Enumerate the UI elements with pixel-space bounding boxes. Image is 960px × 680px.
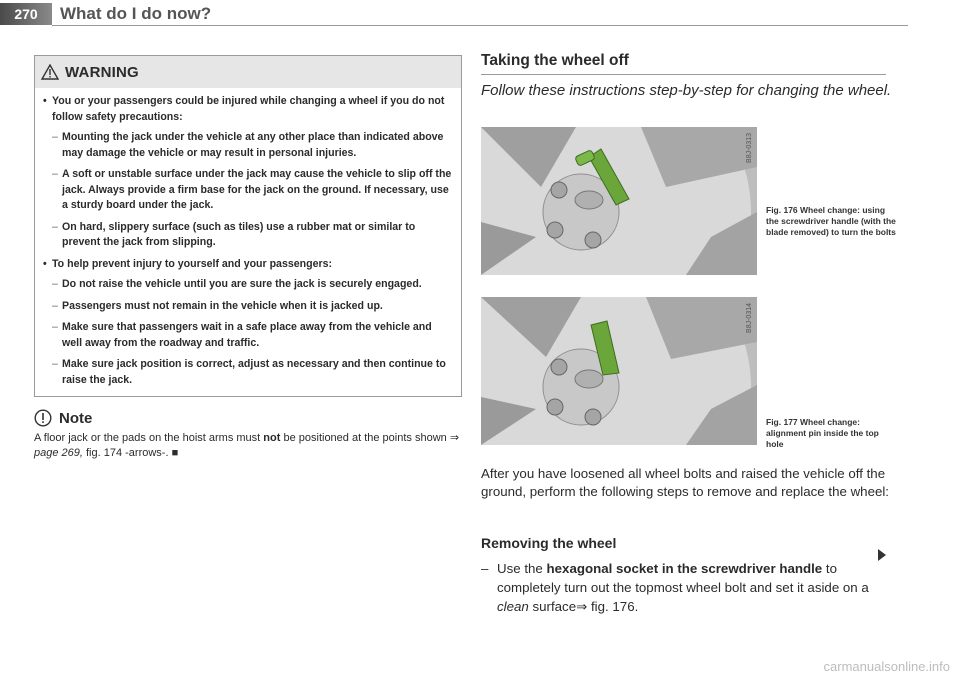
- note-title: Note: [59, 409, 93, 427]
- warning-subitem: – Passengers must not remain in the vehicle when it is jacked up.: [52, 299, 383, 312]
- wheel-screwdriver-illustration: [481, 127, 757, 275]
- left-column: [34, 55, 462, 461]
- right-column: [481, 52, 911, 614]
- warning-subitem: – Make sure that passengers wait in a safe place away from the vehicle and well away from the roadway and traffic.: [52, 321, 432, 349]
- note-text: A floor jack or the pads on the hoist arms must not be positioned at the points shown ⇒ page 269, fig. 174 -arrows-. ■: [34, 432, 460, 459]
- page-ref-link[interactable]: page 269,: [34, 447, 83, 459]
- warning-subitem: – On hard, slippery surface (such as tiles) use a rubber mat or similar to prevent the jack from slipping.: [52, 220, 416, 248]
- warning-body: [35, 88, 461, 396]
- subheading: Removing the wheel: [481, 535, 617, 551]
- warning-triangle-icon: [41, 64, 59, 80]
- step-item: – Use the hexagonal socket in the screwdriver handle to completely turn out the topmost wheel bolt and set it aside on a clean surface⇒ fig. 176.: [481, 561, 869, 614]
- note-header: [34, 409, 462, 427]
- header-rule: [52, 25, 908, 26]
- figure-ref-link[interactable]: fig. 176.: [590, 599, 639, 614]
- warning-bullet-2: • To help prevent injury to yourself and your passengers:: [43, 257, 453, 273]
- chapter-title: What do I do now?: [60, 4, 212, 23]
- info-exclamation-icon: [34, 409, 52, 427]
- arrow-ref-icon: ⇒: [449, 432, 460, 444]
- section-intro: Follow these instructions step-by-step for changing the wheel.: [481, 82, 892, 99]
- continue-arrow-icon: [878, 549, 886, 561]
- arrow-ref-icon: ⇒: [576, 599, 588, 614]
- figure-177: [481, 297, 757, 445]
- warning-subitem: – Do not raise the vehicle until you are sure the jack is securely engaged.: [52, 278, 422, 290]
- figure-176: [481, 127, 757, 275]
- warning-subitem: – Make sure jack position is correct, adjust as necessary and then continue to raise the jack.: [52, 358, 446, 386]
- figure-176-caption: Fig. 176 Wheel change: using the screwdriver handle (with the blade removed) to turn the bolts: [766, 205, 896, 237]
- watermark: carmanualsonline.info: [823, 659, 950, 674]
- warning-header: [35, 56, 461, 88]
- warning-subitem: – Mounting the jack under the vehicle at any other place than indicated above may damage the vehicle or may result in personal injuries.: [52, 131, 444, 159]
- figure-code: B8J-0313: [746, 133, 753, 163]
- figure-177-caption: Fig. 177 Wheel change: alignment pin inside the top hole: [766, 417, 879, 449]
- warning-box: [34, 55, 462, 397]
- body-paragraph: After you have loosened all wheel bolts and raised the vehicle off the ground, perform the following steps to remove and replace the wheel:: [481, 466, 890, 499]
- warning-subitem: – A soft or unstable surface under the jack may cause the vehicle to slip off the jack. Always provide a firm base for the jack on the ground. If necessary, use a sturdy board under the jack.: [52, 168, 452, 211]
- section-title: Taking the wheel off: [481, 52, 886, 75]
- figure-code: B8J-0314: [746, 303, 753, 333]
- wheel-alignment-pin-illustration: [481, 297, 757, 445]
- warning-title: WARNING: [65, 63, 139, 81]
- end-square-icon: ■: [171, 447, 179, 459]
- page-header: [0, 0, 960, 30]
- warning-bullet-1: • You or your passengers could be injured while changing a wheel if you do not follow safety precautions:: [43, 94, 453, 125]
- page-number: 270: [0, 3, 52, 25]
